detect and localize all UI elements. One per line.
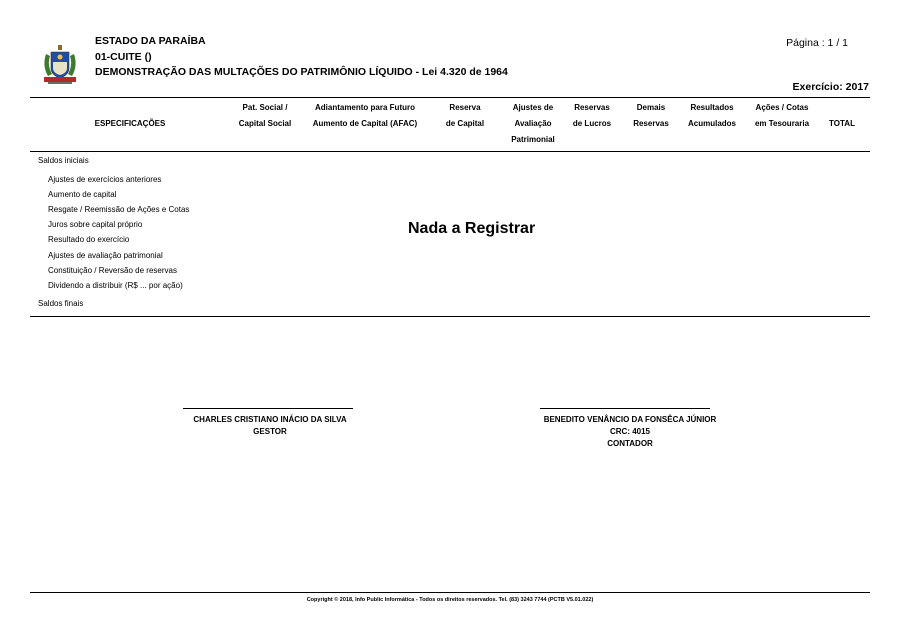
signature-line-contador (540, 408, 710, 409)
column-header-afac: Adiantamento para Futuro Aumento de Capital (AFAC) (312, 103, 418, 128)
table-row: Constituição / Reversão de reservas (48, 266, 177, 275)
state-coat-of-arms-logo (38, 44, 82, 86)
signature-contador: BENEDITO VENÂNCIO DA FONSÊCA JÚNIOR CRC: 4015 CONTADOR (543, 415, 717, 448)
column-header-reservas-lucros: Reservas de Lucros (572, 103, 612, 128)
entity-name: 01-CUITE () (95, 51, 152, 63)
state-name: ESTADO DA PARAÍBA (95, 35, 206, 47)
table-row: Juros sobre capital próprio (48, 220, 143, 229)
row-saldos-finais: Saldos finais (38, 299, 84, 308)
table-row: Ajustes de avaliação patrimonial (48, 251, 163, 260)
column-header-especificacoes: ESPECIFICAÇÕES (94, 119, 166, 128)
column-header-ajustes-avaliacao: Ajustes de Avaliação Patrimonial (511, 103, 555, 144)
report-title: DEMONSTRAÇÃO DAS MULTAÇÕES DO PATRIMÔNIO LÍQUIDO - Lei 4.320 de 1964 (95, 66, 508, 78)
table-row: Resgate / Reemissão de Ações e Cotas (48, 205, 190, 214)
copyright-footer: Copyright © 2018, Info Public Informática - Todos os direitos reservados. Tel. (83) 3243 7744 (PCTB V5.01.022) (306, 597, 594, 603)
column-header-total: TOTAL (829, 119, 855, 128)
column-header-reserva-capital: Reserva de Capital (445, 103, 485, 128)
header-divider (30, 97, 870, 98)
table-bottom-divider (30, 316, 870, 317)
fiscal-year: Exercício: 2017 (792, 81, 869, 93)
table-row: Dividendo a distribuir (R$ ... por ação) (48, 281, 183, 290)
column-header-capital-social: Pat. Social / Capital Social (238, 103, 292, 128)
column-header-acoes-tesouraria: Ações / Cotas em Tesouraria (754, 103, 810, 128)
signature-line-gestor (183, 408, 353, 409)
table-row: Ajustes de exercícios anteriores (48, 175, 162, 184)
column-header-demais-reservas: Demais Reservas (633, 103, 669, 128)
table-header-divider (30, 151, 870, 152)
table-row: Aumento de capital (48, 190, 117, 199)
row-saldos-iniciais: Saldos iniciais (38, 156, 89, 165)
page-indicator: Página : 1 / 1 (786, 37, 848, 49)
footer-divider (30, 592, 870, 593)
empty-message: Nada a Registrar (408, 220, 536, 237)
signature-gestor: CHARLES CRISTIANO INÁCIO DA SILVA GESTOR (193, 415, 347, 436)
table-row: Resultado do exercício (48, 235, 130, 244)
column-header-resultados-acumulados: Resultados Acumulados (687, 103, 736, 128)
